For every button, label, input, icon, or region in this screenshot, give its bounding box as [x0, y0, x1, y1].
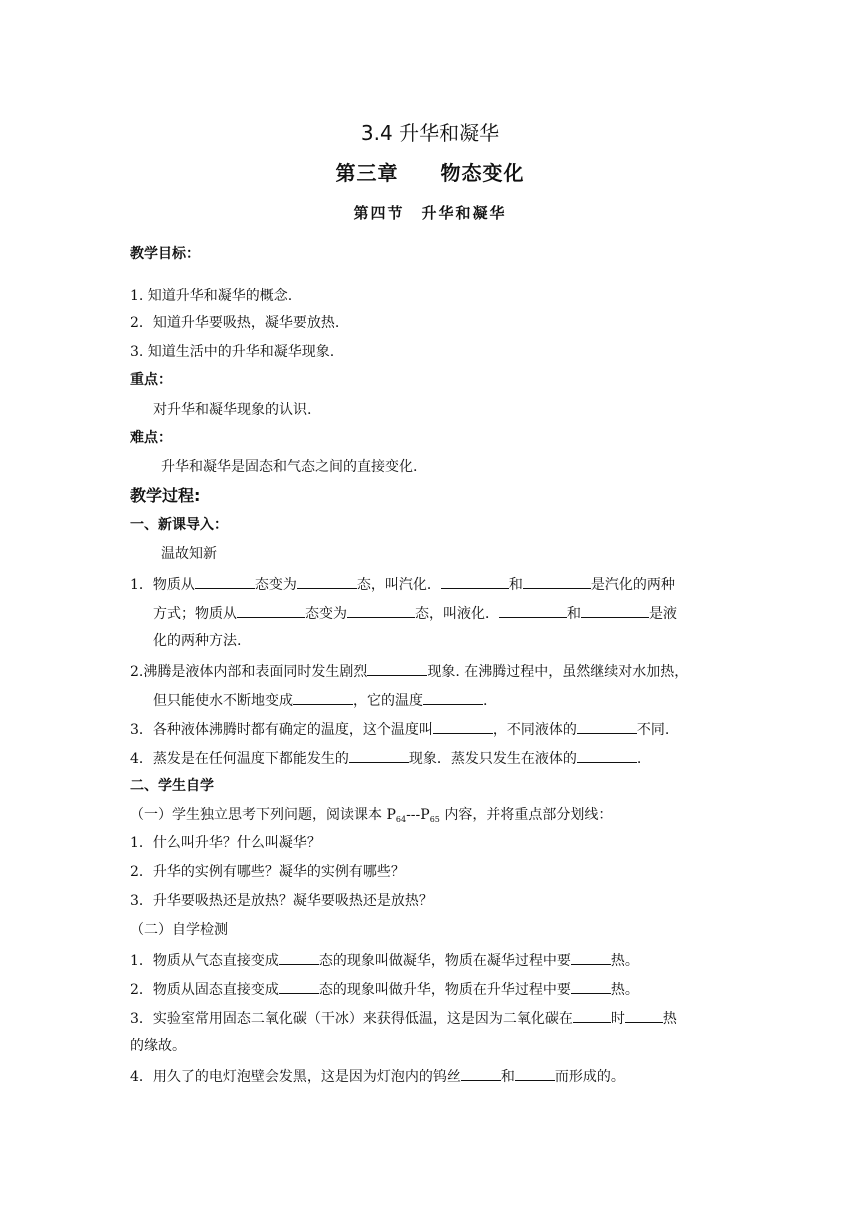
answer-blank[interactable] [499, 603, 567, 618]
answer-blank[interactable] [349, 748, 409, 763]
self-study-heading: 二、学生自学 [130, 778, 214, 794]
answer-blank[interactable] [625, 1008, 663, 1023]
review-question-3: 3．各种液体沸腾时都有确定的温度，这个温度叫 ，不同液体的 不同. [130, 719, 669, 739]
self-check-question-3: 3．实验室常用固态二氧化碳（干冰）来获得低温，这是因为二氧化碳在 时 热 [130, 1008, 677, 1028]
answer-blank[interactable] [571, 979, 611, 994]
answer-blank[interactable] [279, 950, 319, 965]
answer-blank[interactable] [515, 1066, 555, 1081]
self-check-question-1: 1．物质从气态直接变成 态的现象叫做凝华，物质在凝华过程中要 热。 [130, 950, 639, 970]
answer-blank[interactable] [237, 603, 305, 618]
review-question-1-line2: 方式；物质从 态变为 态，叫液化． 和 是液 [153, 603, 677, 623]
answer-blank[interactable] [441, 574, 509, 589]
answer-blank[interactable] [423, 690, 483, 705]
chapter-title: 第三章 物态变化 [335, 161, 525, 185]
self-check-question-2: 2．物质从固态直接变成 态的现象叫做升华，物质在升华过程中要 热。 [130, 979, 639, 999]
review-question-1: 1．物质从 态变为 态，叫汽化． 和 是汽化的两种 [130, 574, 675, 594]
answer-blank[interactable] [367, 661, 427, 676]
review-question-2: 2.沸腾是液体内部和表面同时发生剧烈 现象. 在沸腾过程中，虽然继续对水加热， [130, 661, 688, 681]
section-title: 第四节 升华和凝华 [353, 204, 507, 222]
answer-blank[interactable] [297, 574, 357, 589]
answer-blank[interactable] [571, 950, 611, 965]
answer-blank[interactable] [433, 719, 493, 734]
self-check-question-3-line2: 的缘故。 [130, 1038, 186, 1054]
study-question: 3．升华要吸热还是放热？凝华要吸热还是放热？ [130, 893, 433, 909]
self-check-heading: （二）自学检测 [130, 922, 228, 938]
difficulty-text: 升华和凝华是固态和气态之间的直接变化. [161, 459, 418, 475]
self-check-question-4: 4．用久了的电灯泡壁会发黑，这是因为灯泡内的钨丝 和 而形成的。 [130, 1066, 625, 1086]
process-heading: 教学过程: [130, 486, 201, 505]
objectives-heading: 教学目标： [130, 246, 200, 262]
study-question: 1．什么叫升华？什么叫凝华？ [130, 835, 321, 851]
answer-blank[interactable] [577, 719, 637, 734]
answer-blank[interactable] [581, 603, 649, 618]
answer-blank[interactable] [293, 690, 353, 705]
answer-blank[interactable] [195, 574, 255, 589]
review-label: 温故知新 [161, 546, 217, 562]
review-question-4: 4．蒸发是在任何温度下都能发生的 现象．蒸发只发生在液体的 . [130, 748, 641, 768]
answer-blank[interactable] [279, 979, 319, 994]
document-title: 3.4 升华和凝华 [360, 121, 500, 145]
difficulty-heading: 难点： [130, 430, 172, 446]
objective-item: 1. 知道升华和凝华的概念. [130, 288, 293, 304]
answer-blank[interactable] [461, 1066, 501, 1081]
review-question-2-line2: 但只能使水不断地变成 ，它的温度 . [153, 690, 487, 710]
intro-heading: 一、新课导入： [130, 517, 228, 533]
objective-item: 2．知道升华要吸热，凝华要放热. [130, 315, 340, 331]
reading-instruction: （一）学生独立思考下列问题，阅读课本 $P_{64}---P_{65}$ 内容，并将重点部分划线： [130, 807, 613, 824]
study-question: 2．升华的实例有哪些？凝华的实例有哪些？ [130, 864, 405, 880]
answer-blank[interactable] [523, 574, 591, 589]
key-point-heading: 重点： [130, 372, 172, 388]
answer-blank[interactable] [577, 748, 637, 763]
answer-blank[interactable] [573, 1008, 611, 1023]
review-question-1-line3: 化的两种方法. [153, 633, 242, 649]
key-point-text: 对升华和凝华现象的认识. [153, 402, 312, 418]
objective-item: 3. 知道生活中的升华和凝华现象. [130, 344, 335, 360]
answer-blank[interactable] [347, 603, 415, 618]
